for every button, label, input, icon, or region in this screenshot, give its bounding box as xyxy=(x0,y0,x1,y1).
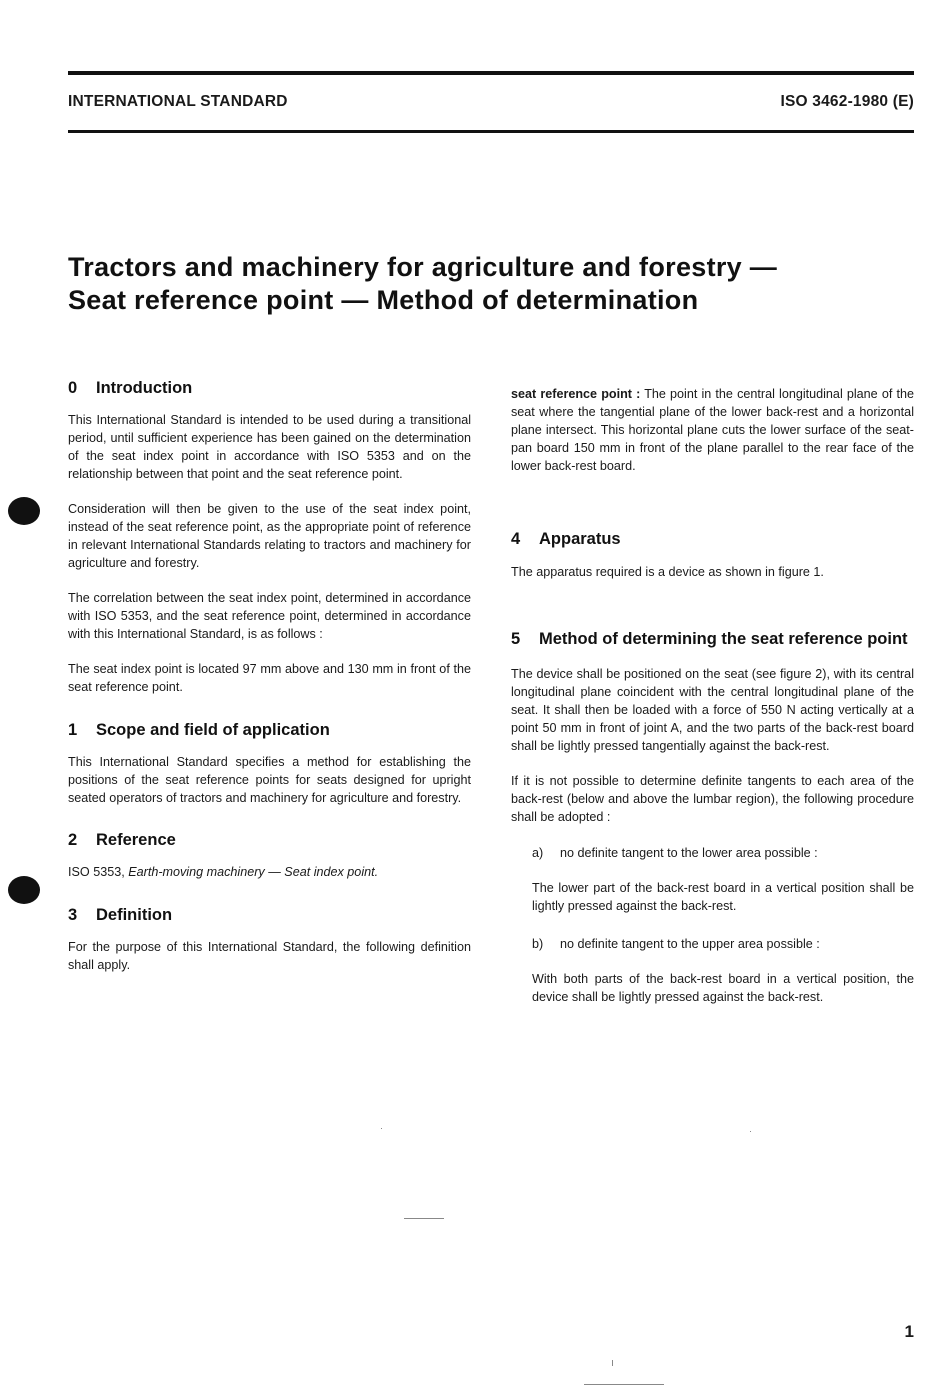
definition-paragraph: For the purpose of this International Standard, the following definition shall apply. xyxy=(68,940,471,972)
document-type-label: INTERNATIONAL STANDARD xyxy=(68,93,288,110)
method-paragraph-2: If it is not possible to determine definite tangents to each area of the back-rest (below and above the lumbar region), the following procedure shall be adopted : xyxy=(511,774,914,824)
section-3-heading xyxy=(68,905,471,925)
intro-paragraph-3: The correlation between the seat index point, determined in accordance with ISO 5353, and the seat reference point, determined in accordance with this International Standard, is as follows : xyxy=(68,591,471,641)
list-item-a-description: The lower part of the back-rest board in a vertical position shall be lightly pressed against the back-rest. xyxy=(532,881,914,913)
document-number: ISO 3462-1980 (E) xyxy=(780,93,914,110)
list-item-text: no definite tangent to the upper area possible : xyxy=(560,937,820,951)
section-number: 0 xyxy=(68,379,78,397)
reference-citation: Earth-moving machinery — Seat index point. xyxy=(128,865,379,879)
right-column xyxy=(511,378,914,1006)
intro-paragraph-4: The seat index point is located 97 mm above and 130 mm in front of the seat reference point. xyxy=(68,662,471,694)
scope-paragraph: This International Standard specifies a method for establishing the positions of the seat reference points for seats designed for upright seated operators of tractors and machinery for agriculture and forestry. xyxy=(68,755,471,805)
scan-speck xyxy=(612,1360,613,1366)
section-number: 1 xyxy=(68,721,78,739)
left-column xyxy=(68,378,471,974)
list-item-label: b) xyxy=(532,937,544,951)
scan-speck xyxy=(584,1384,664,1385)
section-title: Definition xyxy=(96,906,173,924)
definition-term: seat reference point : xyxy=(511,387,641,401)
punch-hole-mark xyxy=(8,876,40,904)
list-item-a xyxy=(511,844,914,862)
section-number: 4 xyxy=(511,530,521,548)
section-number: 5 xyxy=(511,630,521,648)
section-number: 3 xyxy=(68,906,78,924)
list-item-text: no definite tangent to the lower area possible : xyxy=(560,846,818,860)
intro-paragraph-2: Consideration will then be given to the use of the seat index point, instead of the seat reference point, as the appropriate point of reference in relevant International Standards relating to tractors and machinery for agriculture and forestry. xyxy=(68,502,471,570)
section-2-heading xyxy=(68,830,471,850)
section-4-heading xyxy=(511,529,914,549)
scan-speck xyxy=(750,1131,751,1132)
definition-entry xyxy=(511,385,914,475)
scan-speck xyxy=(404,1218,444,1219)
header-top-rule xyxy=(68,71,914,75)
header-bottom-rule xyxy=(68,130,914,133)
section-5-heading xyxy=(511,629,914,649)
section-title: Scope and field of application xyxy=(96,721,330,739)
section-title: Apparatus xyxy=(539,530,621,548)
punch-hole-mark xyxy=(8,497,40,525)
page-title xyxy=(68,251,928,317)
section-1-heading xyxy=(68,720,471,740)
method-paragraph-1: The device shall be positioned on the seat (see figure 2), with its central longitudinal plane coincident with the central longitudinal plane of the seat. It shall then be loaded with a force of 550 N acting vertically at a point 50 mm in front of joint A, and the two parts of the back-rest board shall be lightly pressed tangentially against the back-rest. xyxy=(511,667,914,753)
list-item-b-description: With both parts of the back-rest board in a vertical position, the device shall be lightly pressed against the back-rest. xyxy=(532,972,914,1004)
reference-prefix: ISO 5353, xyxy=(68,865,129,879)
list-item-b xyxy=(511,935,914,953)
intro-paragraph-1: This International Standard is intended to be used during a transitional period, until sufficient experience has been gained on the determination of the seat index point in accordance with ISO 5353 and on the relationship between that point and the seat reference point. xyxy=(68,413,471,481)
section-title: Method of determining the seat reference point xyxy=(539,630,908,648)
reference-paragraph xyxy=(68,863,471,881)
scan-speck xyxy=(381,1128,382,1129)
section-number: 2 xyxy=(68,831,78,849)
section-0-heading xyxy=(68,378,471,398)
apparatus-paragraph: The apparatus required is a device as shown in figure 1. xyxy=(511,565,824,579)
list-item-label: a) xyxy=(532,846,544,860)
title-line-1: Tractors and machinery for agriculture and forestry — xyxy=(68,252,778,282)
page-number: 1 xyxy=(904,1322,914,1341)
section-title: Introduction xyxy=(96,379,193,397)
title-line-2: Seat reference point — Method of determination xyxy=(68,285,699,315)
section-title: Reference xyxy=(96,831,176,849)
definition-text: The point in the central longitudinal plane of the seat where the tangential plane of the lower back-rest and a horizontal plane intersect. This horizontal plane cuts the lower surface of the seat-pan board 150 mm in front of the plane parallel to the rear face of the lower back-rest board. xyxy=(511,387,914,473)
